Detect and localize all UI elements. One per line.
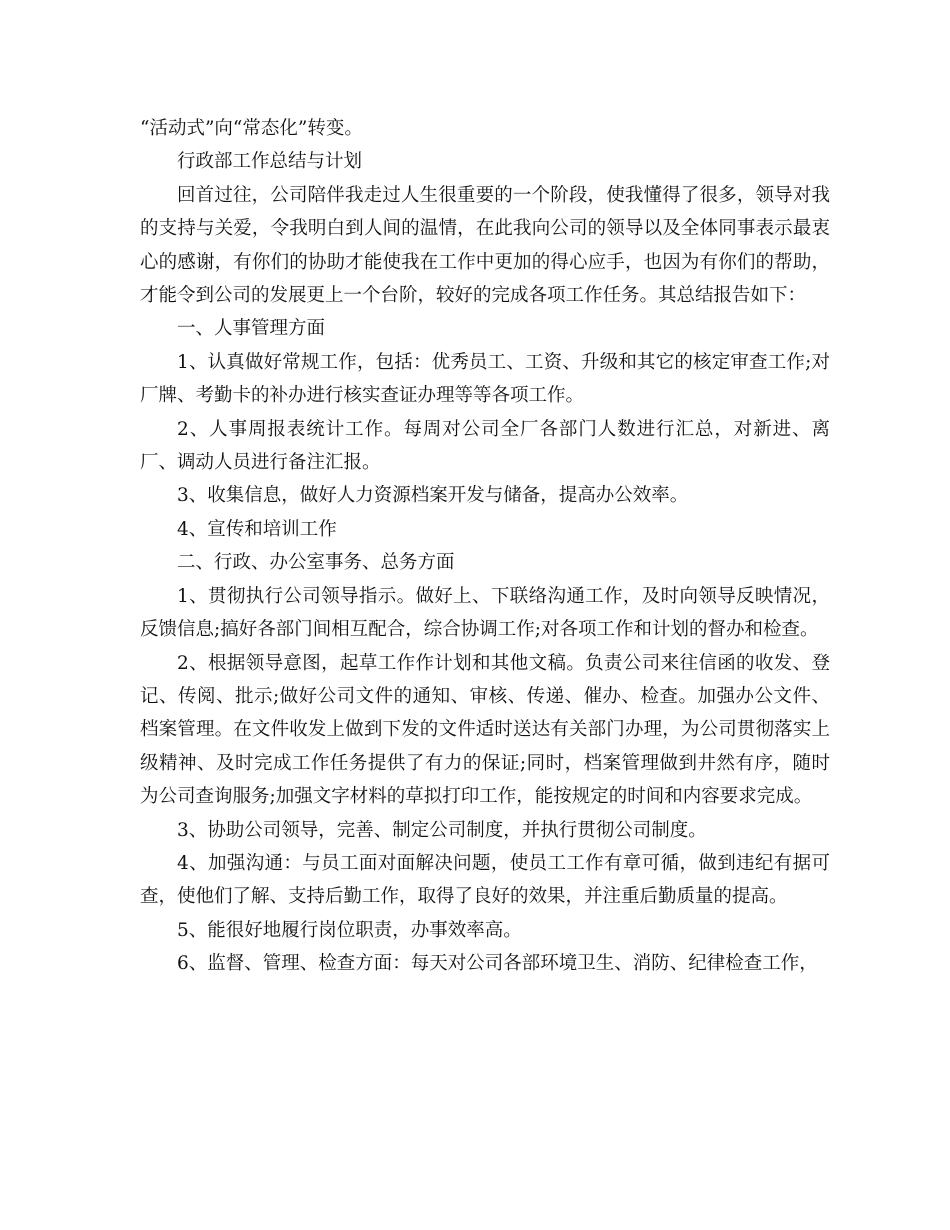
section-title: 行政部工作总结与计划 xyxy=(177,151,363,173)
paragraph-intro: 回首过往，公司陪伴我走过人生很重要的一个阶段，使我懂得了很多，领导对我的支持与关爱，令我明白到人间的温情，在此我向公司的领导以及全体同事表示最衷心的感谢，有你们的协助才能使我在工作中更加的得心应手，也因为有你们的帮助，才能令到公司的发展更上一个台阶，较好的完成各项工作任务。其总结报告如下： xyxy=(140,184,830,307)
list-item: 6、监督、管理、检查方面：每天对公司各部环境卫生、消防、纪律检查工作， xyxy=(177,953,818,975)
document-body xyxy=(140,112,830,981)
heading-hr-management: 一、人事管理方面 xyxy=(177,318,326,340)
list-item: 4、加强沟通：与员工面对面解决问题，使员工工作有章可循，做到违纪有据可查，使他们了解、支持后勤工作，取得了良好的效果，并注重后勤质量的提高。 xyxy=(140,852,830,908)
list-item: 5、能很好地履行岗位职责，办事效率高。 xyxy=(177,919,522,941)
paragraph-continuation: “活动式”向“常态化”转变。 xyxy=(140,118,363,139)
list-item: 3、协助公司领导，完善、制定公司制度，并执行贯彻公司制度。 xyxy=(177,819,707,841)
list-item: 4、宣传和培训工作 xyxy=(177,518,337,540)
list-item: 2、人事周报表统计工作。每周对公司全厂各部门人数进行汇总，对新进、离厂、调动人员进行备注汇报。 xyxy=(140,418,830,474)
list-item: 3、收集信息，做好人力资源档案开发与储备，提高办公效率。 xyxy=(177,485,689,507)
heading-admin-office: 二、行政、办公室事务、总务方面 xyxy=(177,552,455,574)
list-item: 2、根据领导意图，起草工作作计划和其他文稿。负责公司来往信函的收发、登记、传阅、批示;做好公司文件的通知、审核、传递、催办、检查。加强办公文件、档案管理。在文件收发上做到下发的文件适时送达有关部门办理，为公司贯彻落实上级精神、及时完成工作任务提供了有力的保证;同时，档案管理做到井然有序，随时为公司查询服务;加强文字材料的草拟打印工作，能按规定的时间和内容要求完成。 xyxy=(140,652,830,808)
list-item: 1、认真做好常规工作，包括：优秀员工、工资、升级和其它的核定审查工作;对厂牌、考勤卡的补办进行核实查证办理等等各项工作。 xyxy=(140,351,830,407)
list-item: 1、贯彻执行公司领导指示。做好上、下联络沟通工作，及时向领导反映情况，反馈信息;搞好各部门间相互配合，综合协调工作;对各项工作和计划的督办和检查。 xyxy=(140,585,830,641)
